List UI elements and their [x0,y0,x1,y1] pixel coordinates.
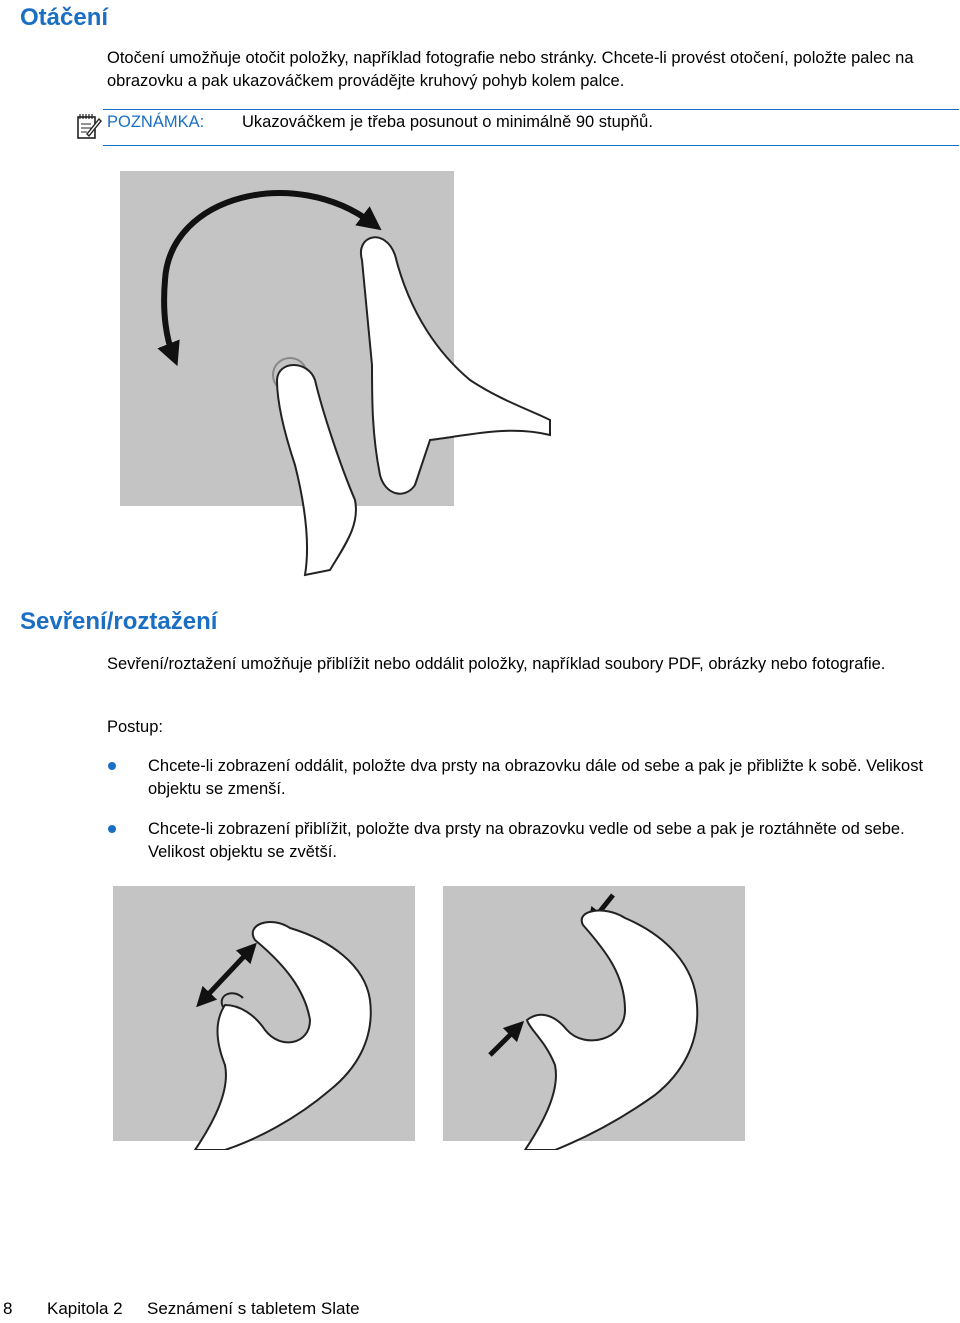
note-pad-icon [76,112,102,140]
page-number: 8 [3,1299,13,1318]
bullet-dot [108,762,116,770]
footer-chapter-title: Seznámení s tabletem Slate [147,1299,360,1318]
pinch-open-illustration [113,886,415,1150]
bullet-item: Chcete-li zobrazení přiblížit, položte dva prsty na obrazovku vedle od sebe a pak je roztáhněte od sebe. Velikost objektu se zvětší. [148,820,905,861]
footer-chapter: Kapitola 2 [47,1299,123,1318]
section-heading-pinch: Sevření/roztažení [20,608,218,635]
note-label: POZNÁMKA: [107,113,205,131]
section-heading-rotate: Otáčení [20,4,109,31]
bullet-item: Chcete-li zobrazení oddálit, položte dva prsty na obrazovku dále od sebe a pak je přibližte k sobě. Velikost objektu se zmenší. [148,757,924,798]
note-text: Ukazováčkem je třeba posunout o minimálně 90 stupňů. [242,113,653,131]
rotate-paragraph: Otočení umožňuje otočit položky, například fotografie nebo stránky. Chcete-li provést otočení, položte palec na obrazovku a pak ukazováčkem provádějte kruhový pohyb kolem palce. [107,49,914,90]
procedure-label: Postup: [107,718,163,736]
pinch-gesture-illustration [105,880,875,1150]
pinch-close-illustration [443,886,745,1150]
note-bottom-rule [103,145,959,146]
rotate-gesture-illustration [110,165,570,580]
bullet-dot [108,825,116,833]
index-finger [361,237,550,493]
pinch-paragraph: Sevření/roztažení umožňuje přiblížit nebo oddálit položky, například soubory PDF, obrázky nebo fotografie. [107,655,886,673]
note-top-rule [103,109,959,110]
